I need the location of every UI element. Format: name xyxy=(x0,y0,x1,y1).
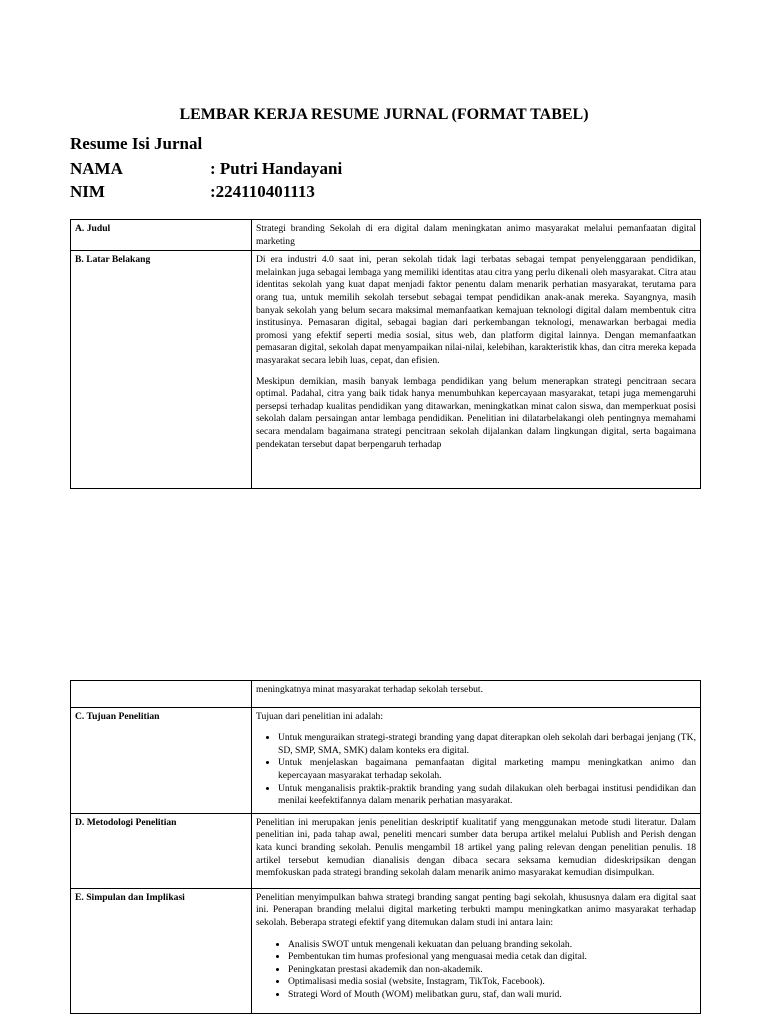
nim-value: :224110401113 xyxy=(210,182,315,201)
metodologi-text: Penelitian ini merupakan jenis penelitian deskriptif kualitatif yang menggunakan metode studi literatur. Dalam penelitian ini, pada tahap awal, peneliti mencari sumber data berupa artikel melalui Publish and Perish dengan kata kunci branding sekolah. Penulis mengambil 18 artikel yang paling relevan dengan penelitian penulis. 18 artikel tersebut kemudian dianalisis dengan dibaca secara seksama kemudian dideskripsikan dengan memfokuskan pada strategi branding sekolah dalam menarik animo masyarakat kemudian disimpulkan. xyxy=(252,813,701,888)
section-heading: Resume Isi Jurnal xyxy=(70,134,203,153)
list-item: • Untuk menganalisis praktik-praktik branding yang sudah dilakukan oleh berbagai institusi pendidikan dan menilai keefektifannya dalam menarik perhatian masyarakat. xyxy=(278,783,696,808)
tujuan-list xyxy=(256,732,696,808)
table-row-simpulan xyxy=(71,888,701,1014)
list-item: • Pembentukan tim humas profesional yang menguasai media cetak dan digital. xyxy=(288,951,696,964)
resume-table-page2 xyxy=(70,680,701,1014)
tujuan-label: C. Tujuan Penelitian xyxy=(71,707,252,813)
continuation-label-empty xyxy=(71,681,252,708)
table-row-continuation xyxy=(71,681,701,708)
list-item: • Analisis SWOT untuk mengenali kekuatan dan peluang branding sekolah. xyxy=(288,939,696,952)
table-row-judul xyxy=(71,220,701,251)
document-title: LEMBAR KERJA RESUME JURNAL (FORMAT TABEL) xyxy=(179,106,589,123)
nama-value: : Putri Handayani xyxy=(210,159,343,178)
nama-label: NAMA xyxy=(70,159,123,178)
nim-label: NIM xyxy=(70,182,105,201)
tujuan-intro: Tujuan dari penelitian ini adalah: xyxy=(256,710,383,722)
simpulan-cell xyxy=(252,888,701,1014)
list-item: • Optimalisasi media sosial (website, Instagram, TikTok, Facebook). xyxy=(288,976,696,989)
simpulan-intro: Penelitian menyimpulkan bahwa strategi branding sangat penting bagi sekolah, khususnya dalam era digital saat ini. Penerapan branding melalui digital marketing terbukti mampu meningkatkan animo masyarakat terhadap sekolah. Beberapa strategi efektif yang ditemukan dalam studi ini antara lain: xyxy=(256,891,696,928)
table-row-tujuan xyxy=(71,707,701,813)
latar-belakang-paragraph-2: Meskipun demikian, masih banyak lembaga pendidikan yang belum menerapkan strategi pencitraan secara optimal. Padahal, citra yang baik tidak hanya menumbuhkan kepercayaan masyarakat, tetapi juga memengaruhi persepsi terhadap kualitas pendidikan yang ditawarkan, meningkatkan minat calon siswa, dan memperkuat posisi sekolah dalam persaingan antar lembaga pendidikan. Penelitian ini dilatarbelakangi oleh pentingnya memahami secara mendalam bagaimana strategi pencitraan sekolah dijalankan dalam lingkungan digital, serta bagaimana pendekatan tersebut dapat berpengaruh terhadap xyxy=(256,375,696,450)
latar-belakang-label: B. Latar Belakang xyxy=(71,251,252,489)
list-item: • Peningkatan prestasi akademik dan non-akademik. xyxy=(288,964,696,977)
table-row-latar-belakang xyxy=(71,251,701,489)
simpulan-label: E. Simpulan dan Implikasi xyxy=(71,888,252,1014)
list-item: • Untuk menguraikan strategi-strategi branding yang dapat diterapkan oleh sekolah dari berbagai jenjang (TK, SD, SMP, SMA, SMK) dalam konteks era digital. xyxy=(278,732,696,757)
table-row-metodologi xyxy=(71,813,701,888)
judul-text: Strategi branding Sekolah di era digital dalam meningkatan animo masyarakat melalui pemanfaatan digital marketing xyxy=(252,220,701,251)
metodologi-label: D. Metodologi Penelitian xyxy=(71,813,252,888)
resume-table-page1 xyxy=(70,219,701,489)
list-item: • Strategi Word of Mouth (WOM) melibatkan guru, staf, dan wali murid. xyxy=(288,989,696,1002)
judul-label: A. Judul xyxy=(71,220,252,251)
tujuan-cell xyxy=(252,707,701,813)
latar-belakang-content xyxy=(256,254,696,486)
latar-belakang-cell xyxy=(252,251,701,489)
list-item: • Untuk menjelaskan bagaimana pemanfaatan digital marketing mampu meningkatkan animo dan kepercayaan masyarakat terhadap sekolah. xyxy=(278,757,696,782)
latar-belakang-paragraph-1: Di era industri 4.0 saat ini, peran sekolah tidak lagi terbatas sebagai tempat penyelenggaraan pendidikan, melainkan juga sebagai lembaga yang memiliki identitas atau citra yang perlu dikenali oleh masyarakat. Citra atau identitas sekolah yang kuat dapat menjadi faktor penentu dalam menarik perhatian masyarakat, terutama para orang tua, untuk memilih sekolah tersebut sebagai tempat pendidikan anak-anak mereka. Sayangnya, masih banyak sekolah yang belum secara maksimal memanfaatkan kemajuan teknologi digital dalam membentuk citra institusinya. Pemasaran digital, sebagai bagian dari perkembangan teknologi, menawarkan berbagai media promosi yang efektif seperti media sosial, situs web, dan platform digital lainnya. Dengan memanfaatkan pemasaran digital, sekolah dapat menyampaikan nilai-nilai, kelebihan, karakteristik khas, dan citra mereka kepada masyarakat secara lebih luas, cepat, dan efisien. xyxy=(256,254,696,366)
simpulan-list xyxy=(256,939,696,1002)
latar-belakang-continuation: meningkatnya minat masyarakat terhadap sekolah tersebut. xyxy=(252,681,701,708)
